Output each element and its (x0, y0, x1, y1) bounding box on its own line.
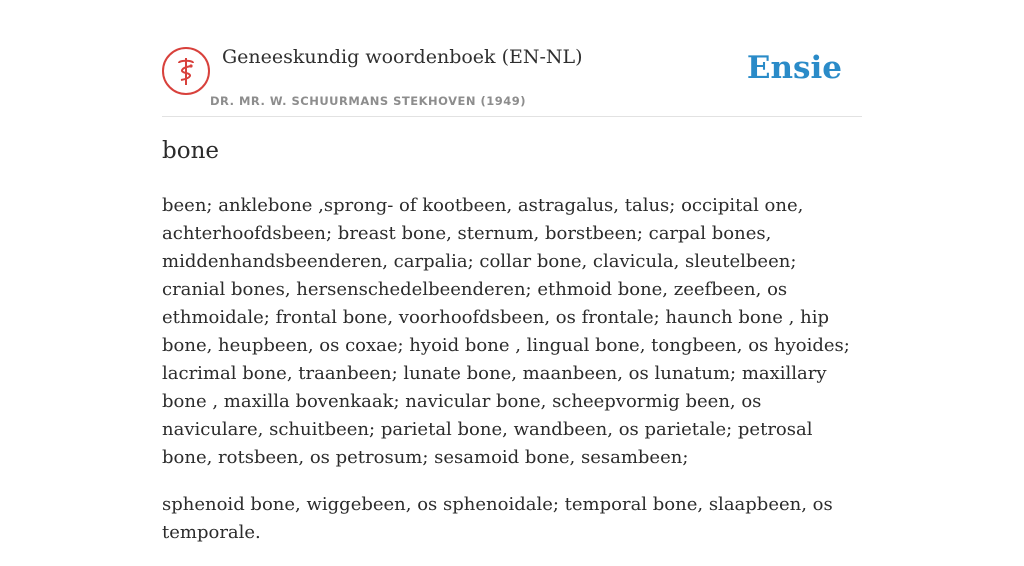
definition-paragraph: been; anklebone ,sprong- of kootbeen, astragalus, talus; occipital one, achterhoofdsbeen; breast bone, sternum, borstbeen; carpal bones, middenhandsbeenderen, carpalia; collar bone, clavicula, sleutelbeen; cranial bones, hersenschedelbeenderen; ethmoid bone, zeefbeen, os ethmoidale; frontal bone, voorhoofdsbeen, os frontale; haunch bone , hip bone, heupbeen, os coxae; hyoid bone , lingual bone, tongbeen, os hyoides; lacrimal bone, traanbeen; lunate bone, maanbeen, os lunatum; maxillary bone , maxilla bovenkaak; navicular bone, scheepvormig been, os naviculare, schuitbeen; parietal bone, wandbeen, os parietale; petrosal bone, rotsbeen, os petrosum; sesamoid bone, sesambeen; (162, 195, 850, 468)
dictionary-title[interactable]: Geneeskundig woordenboek (EN-NL) (222, 46, 583, 68)
dictionary-header (162, 40, 862, 117)
definition-paragraph: sphenoid bone, wiggebeen, os sphenoidale; temporal bone, slaapbeen, os temporale. (162, 494, 833, 543)
dictionary-author: DR. MR. W. SCHUURMANS STEKHOVEN (1949) (210, 94, 527, 108)
headword: bone (162, 138, 219, 164)
definition-body (162, 192, 862, 566)
caduceus-icon[interactable] (162, 47, 210, 95)
ensie-logo-link[interactable]: Ensie (746, 50, 842, 86)
